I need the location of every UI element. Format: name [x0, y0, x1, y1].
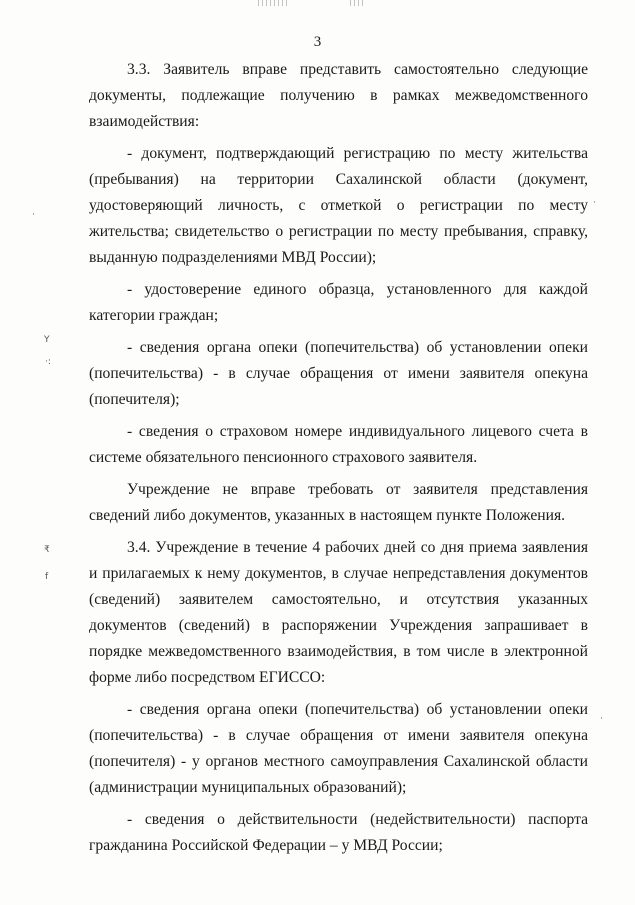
- scan-artifact-top-right: [350, 0, 366, 6]
- paragraph-3-3: 3.3. Заявитель вправе представить самостоятельно следующие документы, подлежащие получению в рамках межведомственного взаимодействия:: [89, 61, 588, 130]
- document-body: [89, 57, 588, 859]
- scan-speck: ·: [593, 198, 596, 208]
- list-item-insurance-number: - сведения о страховом номере индивидуального лицевого счета в системе обязательного пенсионного страхового заявителя.: [89, 423, 588, 466]
- scan-speck: f: [45, 572, 49, 582]
- list-item-registration-document: - документ, подтверждающий регистрацию по месту жительства (пребывания) на территории Сахалинской области (документ, удостоверяющий личность, с отметкой о регистрации по месту жительства; свидетельство о регистрации по месту пребывания, справку, выданную подразделениями МВД России);: [89, 145, 588, 266]
- list-item-guardianship: - сведения органа опеки (попечительства) об установлении опеки (попечительства) - в случае обращения от имени заявителя опекуна (попечителя);: [89, 339, 588, 408]
- list-item-guardianship-request: - сведения органа опеки (попечительства) об установлении опеки (попечительства) - в случае обращения от имени заявителя опекуна (попечителя) - у органов местного самоуправления Сахалинской области (администрации муниципальных образований);: [89, 701, 588, 796]
- scan-speck: ₹: [44, 545, 50, 555]
- list-item-passport-validity: - сведения о действительности (недействительности) паспорта гражданина Российской Федерации – у МВД России;: [89, 811, 588, 854]
- page-number: 3: [313, 34, 322, 50]
- paragraph-3-4: 3.4. Учреждение в течение 4 рабочих дней со дня приема заявления и прилагаемых к нему документов, в случае непредставления документов (сведений) заявителем самостоятельно, и отсутствия указанных документов (сведений) в распоряжении Учреждения запрашивает в порядке межведомственного взаимодействия, в том числе в электронной форме либо посредством ЕГИССО:: [89, 539, 588, 686]
- paragraph-restriction: Учреждение не вправе требовать от заявителя представления сведений либо документов, указанных в настоящем пункте Положения.: [89, 481, 588, 524]
- scan-speck: Y: [44, 335, 50, 345]
- scan-speck: ·:: [45, 357, 51, 367]
- list-item-certificate: - удостоверение единого образца, установленного для каждой категории граждан;: [89, 281, 588, 324]
- scan-speck: ·: [600, 714, 603, 724]
- scan-artifact-top-left: [258, 0, 288, 6]
- scan-speck: ·: [32, 210, 35, 220]
